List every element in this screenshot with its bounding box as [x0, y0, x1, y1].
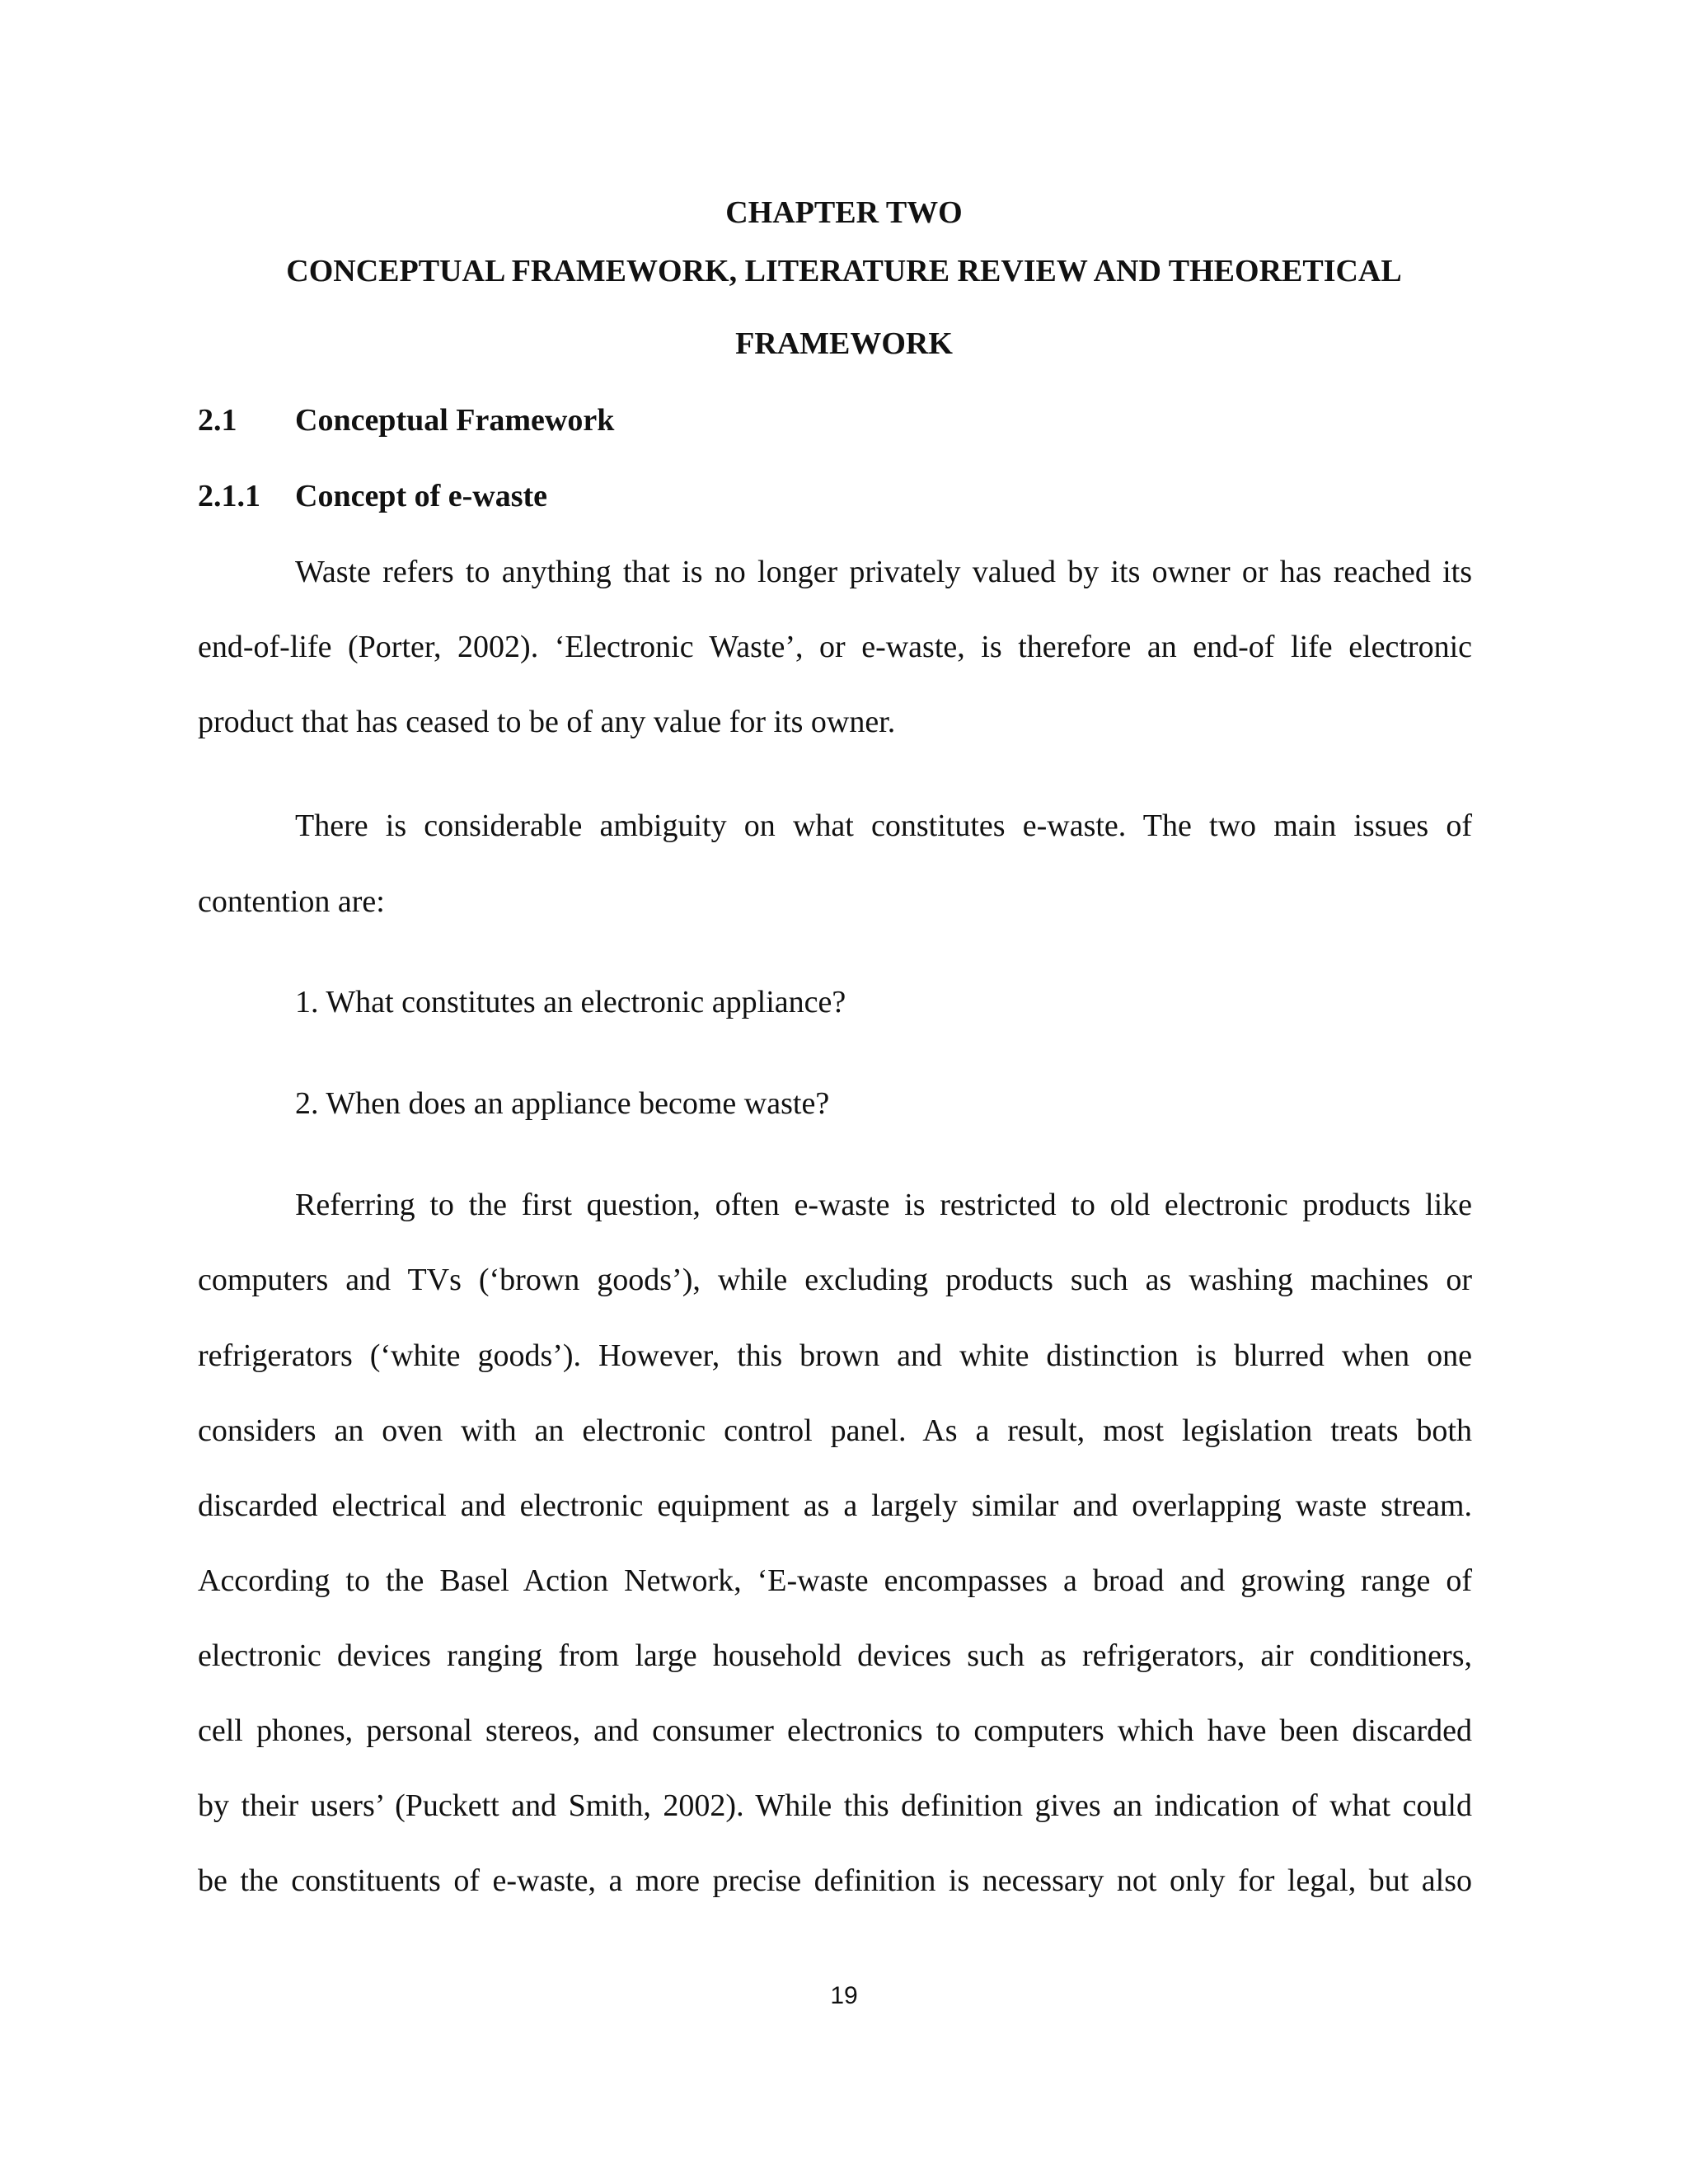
section-number: 2.1: [198, 403, 237, 438]
chapter-label: CHAPTER TWO: [725, 195, 963, 230]
paragraph-3-line: considers an oven with an electronic control panel. As a result, most legislation treats both: [198, 1413, 1472, 1448]
subsection-title: Concept of e-waste: [295, 479, 548, 513]
paragraph-3-line: Referring to the first question, often e-waste is restricted to old electronic products like: [295, 1188, 1472, 1222]
paragraph-1-line: product that has ceased to be of any value for its owner.: [198, 705, 896, 739]
paragraph-3-line: by their users’ (Puckett and Smith, 2002). While this definition gives an indication of what could: [198, 1788, 1472, 1823]
paragraph-3-line: refrigerators (‘white goods’). However, this brown and white distinction is blurred when one: [198, 1338, 1472, 1373]
paragraph-3-line: computers and TVs (‘brown goods’), while excluding products such as washing machines or: [198, 1263, 1472, 1297]
subsection-number: 2.1.1: [198, 479, 260, 513]
question-item-1: 1. What constitutes an electronic appliance?: [295, 985, 846, 1019]
paragraph-1-line: end-of-life (Porter, 2002). ‘Electronic Waste’, or e-waste, is therefore an end-of life electronic: [198, 630, 1472, 664]
paragraph-3-line: According to the Basel Action Network, ‘E-waste encompasses a broad and growing range of: [198, 1563, 1472, 1598]
page-number: 19: [830, 1982, 858, 2009]
chapter-title-line-1: CONCEPTUAL FRAMEWORK, LITERATURE REVIEW AND THEORETICAL: [286, 254, 1402, 288]
paragraph-1-line: Waste refers to anything that is no longer privately valued by its owner or has reached its: [295, 555, 1472, 589]
paragraph-3-line: electronic devices ranging from large household devices such as refrigerators, air conditioners,: [198, 1638, 1472, 1673]
chapter-title-line-2: FRAMEWORK: [735, 326, 953, 361]
question-item-2: 2. When does an appliance become waste?: [295, 1086, 830, 1121]
paragraph-2-line: contention are:: [198, 884, 385, 919]
paragraph-3-line: be the constituents of e-waste, a more precise definition is necessary not only for legal, but also: [198, 1863, 1472, 1898]
paragraph-3-line: discarded electrical and electronic equipment as a largely similar and overlapping waste stream.: [198, 1488, 1472, 1523]
paragraph-2-line: There is considerable ambiguity on what constitutes e-waste. The two main issues of: [295, 808, 1472, 843]
section-title: Conceptual Framework: [295, 403, 615, 438]
paragraph-3-line: cell phones, personal stereos, and consumer electronics to computers which have been discarded: [198, 1713, 1472, 1748]
